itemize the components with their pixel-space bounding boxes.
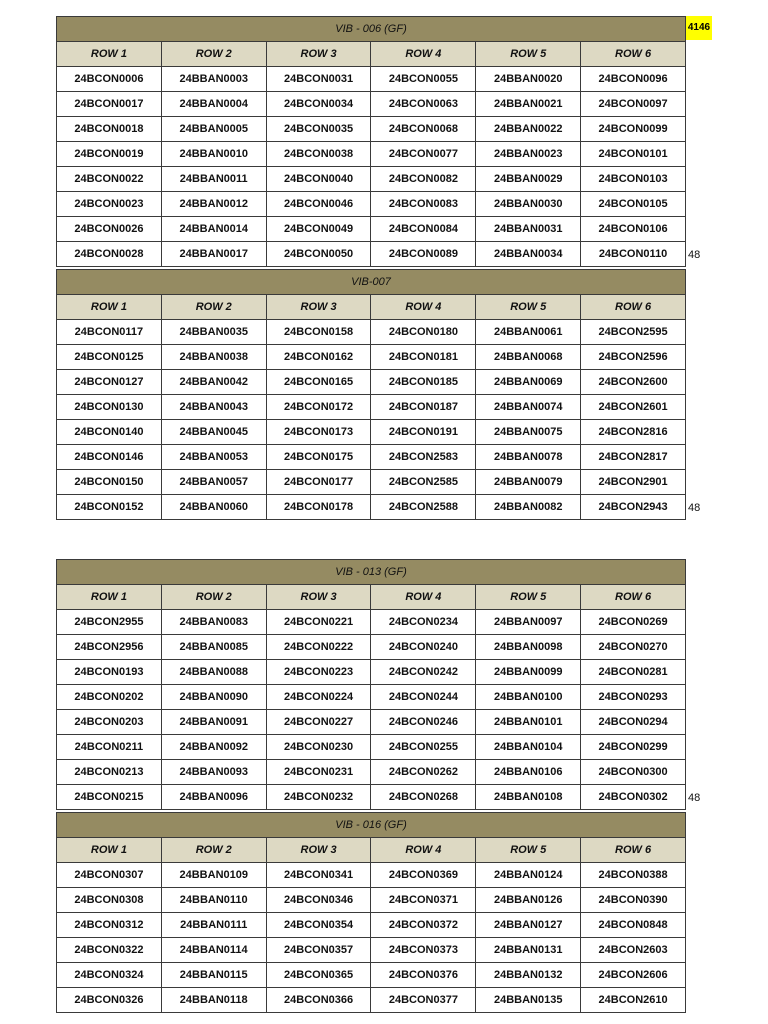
seat-cell: 24BCON0178 [266, 495, 371, 520]
seat-cell: 24BBAN0101 [476, 710, 581, 735]
seat-cell: 24BCON0227 [266, 710, 371, 735]
column-header: ROW 6 [581, 42, 686, 67]
seat-cell: 24BCON0023 [57, 192, 162, 217]
seat-cell: 24BCON0193 [57, 660, 162, 685]
table-row [57, 710, 686, 735]
seat-cell: 24BCON0103 [581, 167, 686, 192]
seat-cell: 24BCON0230 [266, 735, 371, 760]
seat-cell: 24BCON0322 [57, 938, 162, 963]
seat-cell: 24BCON0084 [371, 217, 476, 242]
column-header: ROW 3 [266, 585, 371, 610]
seat-cell: 24BCON0180 [371, 320, 476, 345]
seat-cell: 24BCON2603 [581, 938, 686, 963]
seat-cell: 24BCON0222 [266, 635, 371, 660]
seat-cell: 24BBAN0098 [476, 635, 581, 660]
block-title: VIB-007 [57, 270, 686, 295]
seat-cell: 24BCON0341 [266, 863, 371, 888]
seat-cell: 24BCON0240 [371, 635, 476, 660]
column-header: ROW 5 [476, 42, 581, 67]
seat-cell: 24BBAN0111 [161, 913, 266, 938]
seat-cell: 24BBAN0035 [161, 320, 266, 345]
column-header: ROW 2 [161, 585, 266, 610]
seat-cell: 24BCON0125 [57, 345, 162, 370]
seat-cell: 24BBAN0106 [476, 760, 581, 785]
seat-cell: 24BBAN0131 [476, 938, 581, 963]
seating-block-table [56, 812, 686, 1013]
column-header: ROW 4 [371, 585, 476, 610]
seat-cell: 24BCON0177 [266, 470, 371, 495]
seat-cell: 24BBAN0074 [476, 395, 581, 420]
column-header: ROW 4 [371, 295, 476, 320]
seat-cell: 24BCON0035 [266, 117, 371, 142]
table-row [57, 420, 686, 445]
seat-cell: 24BCON0185 [371, 370, 476, 395]
seat-cell: 24BBAN0038 [161, 345, 266, 370]
seat-cell: 24BBAN0042 [161, 370, 266, 395]
seat-cell: 24BCON0371 [371, 888, 476, 913]
seat-cell: 24BCON0302 [581, 785, 686, 810]
seat-cell: 24BCON2600 [581, 370, 686, 395]
block-count: 48 [688, 502, 701, 514]
seat-cell: 24BCON0244 [371, 685, 476, 710]
seat-cell: 24BBAN0104 [476, 735, 581, 760]
seat-cell: 24BBAN0069 [476, 370, 581, 395]
seat-cell: 24BCON0018 [57, 117, 162, 142]
seat-cell: 24BBAN0023 [476, 142, 581, 167]
seat-cell: 24BBAN0034 [476, 242, 581, 267]
seat-cell: 24BCON0158 [266, 320, 371, 345]
seat-cell: 24BCON0082 [371, 167, 476, 192]
seat-cell: 24BCON0223 [266, 660, 371, 685]
seat-cell: 24BBAN0079 [476, 470, 581, 495]
seat-cell: 24BCON0105 [581, 192, 686, 217]
seat-cell: 24BCON0234 [371, 610, 476, 635]
table-row [57, 67, 686, 92]
column-header: ROW 1 [57, 838, 162, 863]
table-row [57, 735, 686, 760]
seat-cell: 24BCON2596 [581, 345, 686, 370]
seat-cell: 24BCON0848 [581, 913, 686, 938]
seat-cell: 24BBAN0135 [476, 988, 581, 1013]
seat-cell: 24BBAN0082 [476, 495, 581, 520]
table-row [57, 92, 686, 117]
seat-cell: 24BBAN0029 [476, 167, 581, 192]
block-title: VIB - 016 (GF) [57, 813, 686, 838]
seat-cell: 24BCON0063 [371, 92, 476, 117]
seat-cell: 24BCON0026 [57, 217, 162, 242]
block-count: 48 [688, 249, 701, 261]
seat-cell: 24BBAN0091 [161, 710, 266, 735]
column-header: ROW 2 [161, 42, 266, 67]
seat-cell: 24BCON0326 [57, 988, 162, 1013]
seat-cell: 24BCON0106 [581, 217, 686, 242]
seat-cell: 24BBAN0031 [476, 217, 581, 242]
seat-cell: 24BBAN0017 [161, 242, 266, 267]
seat-cell: 24BCON0373 [371, 938, 476, 963]
table-row [57, 635, 686, 660]
seat-cell: 24BBAN0022 [476, 117, 581, 142]
seat-cell: 24BCON0127 [57, 370, 162, 395]
seat-cell: 24BCON0246 [371, 710, 476, 735]
seat-cell: 24BCON0031 [266, 67, 371, 92]
seat-cell: 24BCON2955 [57, 610, 162, 635]
seat-cell: 24BCON0372 [371, 913, 476, 938]
seat-cell: 24BCON0038 [266, 142, 371, 167]
seat-cell: 24BCON0019 [57, 142, 162, 167]
seat-cell: 24BCON2595 [581, 320, 686, 345]
table-row [57, 242, 686, 267]
seat-cell: 24BBAN0127 [476, 913, 581, 938]
seat-cell: 24BCON0255 [371, 735, 476, 760]
seat-cell: 24BBAN0097 [476, 610, 581, 635]
seat-cell: 24BCON0213 [57, 760, 162, 785]
seat-cell: 24BCON0390 [581, 888, 686, 913]
seat-cell: 24BBAN0114 [161, 938, 266, 963]
seat-cell: 24BBAN0011 [161, 167, 266, 192]
column-header: ROW 3 [266, 295, 371, 320]
column-header: ROW 1 [57, 295, 162, 320]
seat-cell: 24BCON0346 [266, 888, 371, 913]
table-row [57, 888, 686, 913]
seat-cell: 24BCON0110 [581, 242, 686, 267]
seat-cell: 24BBAN0010 [161, 142, 266, 167]
highlighted-count-cell: 4146 [686, 16, 712, 40]
seat-cell: 24BBAN0068 [476, 345, 581, 370]
seat-cell: 24BBAN0115 [161, 963, 266, 988]
table-row [57, 167, 686, 192]
seat-cell: 24BCON0354 [266, 913, 371, 938]
seat-cell: 24BBAN0100 [476, 685, 581, 710]
table-row [57, 395, 686, 420]
seat-cell: 24BCON0130 [57, 395, 162, 420]
seat-cell: 24BCON0089 [371, 242, 476, 267]
seat-cell: 24BCON0369 [371, 863, 476, 888]
seat-cell: 24BCON0083 [371, 192, 476, 217]
table-row [57, 117, 686, 142]
column-header: ROW 5 [476, 295, 581, 320]
seat-cell: 24BCON0231 [266, 760, 371, 785]
table-row [57, 217, 686, 242]
table-row [57, 142, 686, 167]
column-header: ROW 3 [266, 42, 371, 67]
seat-cell: 24BBAN0004 [161, 92, 266, 117]
seat-cell: 24BCON0172 [266, 395, 371, 420]
seat-cell: 24BCON0181 [371, 345, 476, 370]
column-header: ROW 1 [57, 585, 162, 610]
seat-cell: 24BCON0202 [57, 685, 162, 710]
seat-cell: 24BCON0269 [581, 610, 686, 635]
seat-cell: 24BBAN0020 [476, 67, 581, 92]
seat-cell: 24BCON0268 [371, 785, 476, 810]
seat-cell: 24BCON0050 [266, 242, 371, 267]
seat-cell: 24BBAN0061 [476, 320, 581, 345]
column-header: ROW 6 [581, 295, 686, 320]
seat-cell: 24BCON2901 [581, 470, 686, 495]
column-header: ROW 2 [161, 838, 266, 863]
table-row [57, 760, 686, 785]
table-row [57, 785, 686, 810]
table-row [57, 988, 686, 1013]
seat-cell: 24BCON0034 [266, 92, 371, 117]
column-header: ROW 1 [57, 42, 162, 67]
table-row [57, 495, 686, 520]
table-row [57, 863, 686, 888]
seating-block-table [56, 16, 686, 267]
seat-cell: 24BCON0299 [581, 735, 686, 760]
seat-cell: 24BBAN0014 [161, 217, 266, 242]
seat-cell: 24BCON0221 [266, 610, 371, 635]
seat-cell: 24BCON0049 [266, 217, 371, 242]
seating-block-table [56, 559, 686, 810]
seat-cell: 24BBAN0083 [161, 610, 266, 635]
seat-cell: 24BCON0324 [57, 963, 162, 988]
seat-cell: 24BCON0242 [371, 660, 476, 685]
table-row [57, 963, 686, 988]
seat-cell: 24BCON0099 [581, 117, 686, 142]
seat-cell: 24BCON0022 [57, 167, 162, 192]
seat-cell: 24BCON0294 [581, 710, 686, 735]
seat-cell: 24BCON0308 [57, 888, 162, 913]
table-row [57, 192, 686, 217]
seat-cell: 24BCON0312 [57, 913, 162, 938]
seat-cell: 24BCON0162 [266, 345, 371, 370]
seat-cell: 24BBAN0021 [476, 92, 581, 117]
seat-cell: 24BCON0262 [371, 760, 476, 785]
column-header: ROW 6 [581, 585, 686, 610]
seat-cell: 24BCON0377 [371, 988, 476, 1013]
seat-cell: 24BBAN0005 [161, 117, 266, 142]
table-row [57, 660, 686, 685]
seat-cell: 24BBAN0088 [161, 660, 266, 685]
seat-cell: 24BCON0165 [266, 370, 371, 395]
seat-cell: 24BCON0077 [371, 142, 476, 167]
seat-cell: 24BBAN0085 [161, 635, 266, 660]
seat-cell: 24BCON0388 [581, 863, 686, 888]
seat-cell: 24BCON2585 [371, 470, 476, 495]
table-row [57, 938, 686, 963]
seat-cell: 24BCON0215 [57, 785, 162, 810]
seat-cell: 24BCON0096 [581, 67, 686, 92]
seat-cell: 24BBAN0043 [161, 395, 266, 420]
seat-cell: 24BCON0055 [371, 67, 476, 92]
seat-cell: 24BCON0040 [266, 167, 371, 192]
seat-cell: 24BBAN0090 [161, 685, 266, 710]
seat-cell: 24BCON0101 [581, 142, 686, 167]
table-row [57, 470, 686, 495]
seat-cell: 24BCON0365 [266, 963, 371, 988]
column-header: ROW 5 [476, 585, 581, 610]
seat-cell: 24BBAN0003 [161, 67, 266, 92]
seat-cell: 24BCON0224 [266, 685, 371, 710]
table-row [57, 445, 686, 470]
seat-cell: 24BCON0006 [57, 67, 162, 92]
seat-cell: 24BCON0068 [371, 117, 476, 142]
seat-cell: 24BCON0187 [371, 395, 476, 420]
table-row [57, 345, 686, 370]
column-header: ROW 4 [371, 42, 476, 67]
seat-cell: 24BBAN0108 [476, 785, 581, 810]
seat-cell: 24BCON2610 [581, 988, 686, 1013]
seat-cell: 24BCON0140 [57, 420, 162, 445]
seat-cell: 24BBAN0126 [476, 888, 581, 913]
seat-cell: 24BCON0046 [266, 192, 371, 217]
table-row [57, 685, 686, 710]
block-count: 48 [688, 792, 701, 804]
seat-cell: 24BCON0300 [581, 760, 686, 785]
seat-cell: 24BBAN0109 [161, 863, 266, 888]
seat-cell: 24BBAN0118 [161, 988, 266, 1013]
table-row [57, 913, 686, 938]
seat-cell: 24BCON2816 [581, 420, 686, 445]
seat-cell: 24BCON0376 [371, 963, 476, 988]
seat-cell: 24BBAN0124 [476, 863, 581, 888]
seat-cell: 24BCON0028 [57, 242, 162, 267]
seat-cell: 24BBAN0132 [476, 963, 581, 988]
seat-cell: 24BCON0150 [57, 470, 162, 495]
seat-cell: 24BBAN0078 [476, 445, 581, 470]
seat-cell: 24BBAN0060 [161, 495, 266, 520]
seat-cell: 24BCON2817 [581, 445, 686, 470]
seat-cell: 24BCON0293 [581, 685, 686, 710]
seat-cell: 24BBAN0092 [161, 735, 266, 760]
seat-cell: 24BCON2583 [371, 445, 476, 470]
seat-cell: 24BCON2606 [581, 963, 686, 988]
seat-cell: 24BCON0232 [266, 785, 371, 810]
seat-cell: 24BBAN0093 [161, 760, 266, 785]
seat-cell: 24BCON0146 [57, 445, 162, 470]
seating-block-table [56, 269, 686, 520]
seat-cell: 24BCON0175 [266, 445, 371, 470]
seat-cell: 24BCON0357 [266, 938, 371, 963]
seat-cell: 24BBAN0099 [476, 660, 581, 685]
seat-cell: 24BBAN0030 [476, 192, 581, 217]
seat-cell: 24BCON0211 [57, 735, 162, 760]
seat-cell: 24BCON2956 [57, 635, 162, 660]
seat-cell: 24BBAN0096 [161, 785, 266, 810]
seat-cell: 24BCON0307 [57, 863, 162, 888]
block-title: VIB - 013 (GF) [57, 560, 686, 585]
column-header: ROW 6 [581, 838, 686, 863]
seat-cell: 24BCON2588 [371, 495, 476, 520]
seat-cell: 24BBAN0075 [476, 420, 581, 445]
seat-cell: 24BCON0203 [57, 710, 162, 735]
column-header: ROW 3 [266, 838, 371, 863]
seat-cell: 24BCON0017 [57, 92, 162, 117]
seat-cell: 24BCON0366 [266, 988, 371, 1013]
seat-cell: 24BBAN0110 [161, 888, 266, 913]
column-header: ROW 4 [371, 838, 476, 863]
seat-cell: 24BBAN0057 [161, 470, 266, 495]
seat-cell: 24BBAN0045 [161, 420, 266, 445]
seat-cell: 24BCON0097 [581, 92, 686, 117]
seat-cell: 24BCON0270 [581, 635, 686, 660]
seat-cell: 24BCON0191 [371, 420, 476, 445]
seat-cell: 24BCON2601 [581, 395, 686, 420]
block-title: VIB - 006 (GF) [57, 17, 686, 42]
seat-cell: 24BCON0117 [57, 320, 162, 345]
table-row [57, 370, 686, 395]
seat-cell: 24BCON0152 [57, 495, 162, 520]
seat-cell: 24BBAN0053 [161, 445, 266, 470]
table-row [57, 610, 686, 635]
table-row [57, 320, 686, 345]
column-header: ROW 5 [476, 838, 581, 863]
seat-cell: 24BCON2943 [581, 495, 686, 520]
seat-cell: 24BCON0281 [581, 660, 686, 685]
seat-cell: 24BBAN0012 [161, 192, 266, 217]
column-header: ROW 2 [161, 295, 266, 320]
seat-cell: 24BCON0173 [266, 420, 371, 445]
